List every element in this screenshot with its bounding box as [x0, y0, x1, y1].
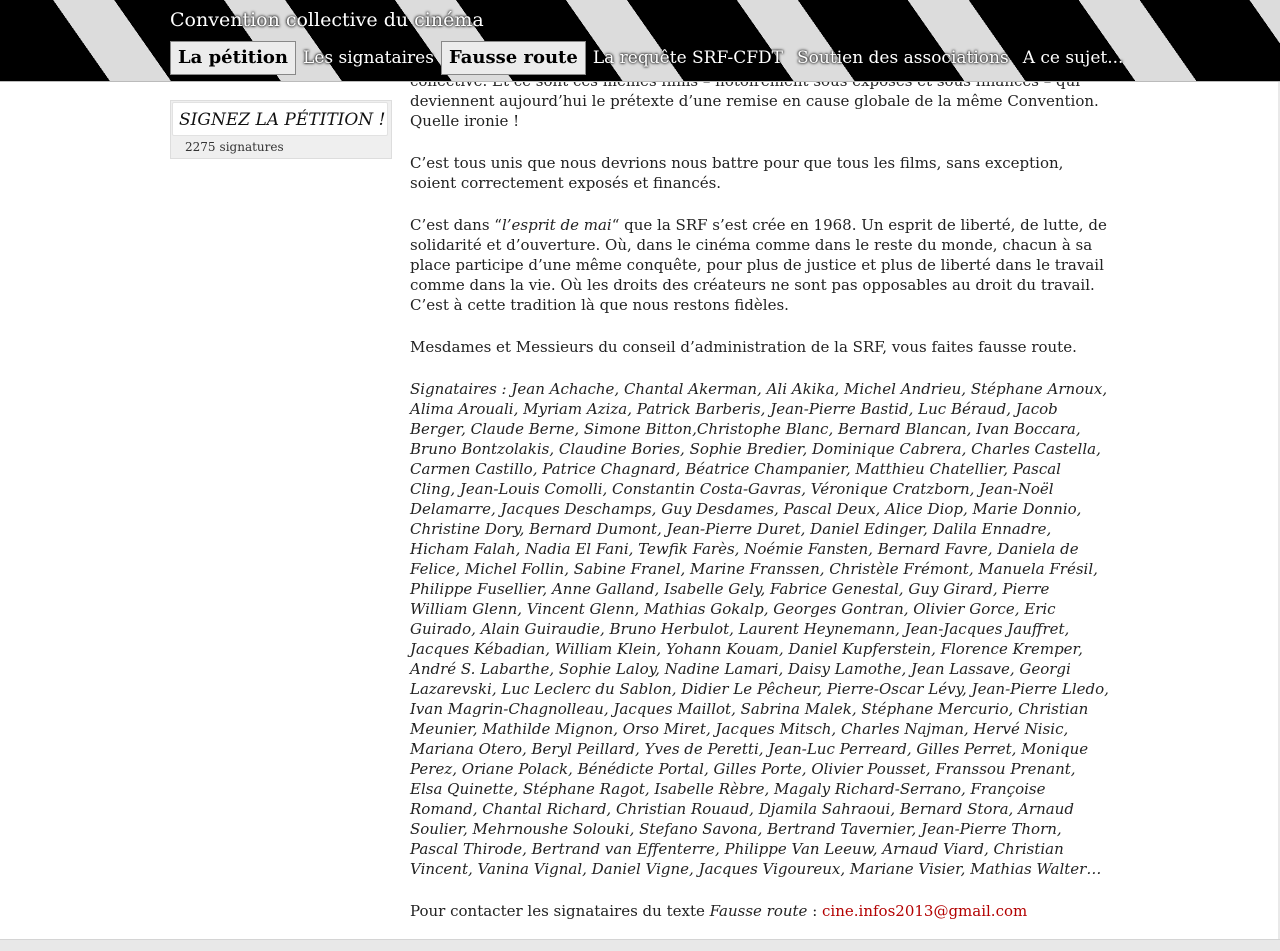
nav-item-petition[interactable]: La pétition	[170, 41, 296, 75]
p3-after: “ que la SRF s’est crée en 1968. Un esprit de liberté, de lutte, de solidarité et d’ouverture. Où, dans le cinéma comme dans le reste du monde, chacun à sa place participe d’une même conquête, pour plus de justice et plus de liberté dans le travail comme dans la vie. Où les droits des créateurs ne sont pas opposables au droit du travail. C’est à cette tradition là que nous restons fidèles.	[410, 216, 1107, 314]
nav-item-requete[interactable]: La requête SRF-CFDT	[592, 48, 784, 68]
contact-before: Pour contacter les signataires du texte	[410, 902, 710, 920]
site-header	[0, 0, 1280, 82]
nav-item-soutien[interactable]: Soutien des associations	[797, 48, 1009, 68]
contact-line	[410, 901, 1110, 921]
signature-unit: signatures	[219, 140, 284, 154]
sign-petition-button[interactable]: SIGNEZ LA PÉTITION !	[172, 102, 388, 136]
sidebar	[170, 100, 392, 159]
signature-counter	[185, 140, 284, 154]
nav-item-fausse-route[interactable]: Fausse route	[441, 41, 586, 75]
signature-count: 2275	[185, 140, 216, 154]
paragraph-unity: C’est tous unis que nous devrions nous battre pour que tous les films, sans exception, soient correctement exposés et financés.	[410, 154, 1064, 192]
contact-sep: :	[807, 902, 823, 920]
contact-italic: Fausse route	[709, 902, 808, 920]
site-title[interactable]: Convention collective du cinéma	[170, 9, 484, 31]
footer	[0, 939, 1280, 951]
nav-item-signataires[interactable]: Les signataires	[303, 48, 434, 68]
signatories-list: Signataires : Jean Achache, Chantal Akerman, Ali Akika, Michel Andrieu, Stéphane Arnoux, Alima Arouali, Myriam Aziza, Patrick Barberis, Jean-Pierre Bastid, Luc Béraud, Jacob Berger, Claude Berne, Simone Bitton,Christophe Blanc, Bernard Blancan, Ivan Boccara, Bruno Bontzolakis, Claudine Bories, Sophie Bredier, Dominique Cabrera, Charles Castella, Carmen Castillo, Patrice Chagnard, Béatrice Champanier, Matthieu Chatellier, Pascal Cling, Jean-Louis Comolli, Constantin Costa-Gavras, Véronique Cratzborn, Jean-Noël Delamarre, Jacques Deschamps, Guy Desdames, Pascal Deux, Alice Diop, Marie Donnio, Christine Dory, Bernard Dumont, Jean-Pierre Duret, Daniel Edinger, Dalila Ennadre, Hicham Falah, Nadia El Fani, Tewfik Farès, Noémie Fansten, Bernard Favre, Daniela de Felice, Michel Follin, Sabine Franel, Marine Franssen, Christèle Frémont, Manuela Frésil, Philippe Fusellier, Anne Galland, Isabelle Gely, Fabrice Genestal, Guy Girard, Pierre William Glenn, Vincent Glenn, Mathias Gokalp, Georges Gontran, Olivier Gorce, Eric Guirado, Alain Guiraudie, Bruno Herbulot, Laurent Heynemann, Jean-Jacques Jauffret, Jacques Kébadian, William Klein, Yohann Kouam, Daniel Kupferstein, Florence Kremper, André S. Labarthe, Sophie Laloy, Nadine Lamari, Daisy Lamothe, Jean Lassave, Georgi Lazarevski, Luc Leclerc du Sablon, Didier Le Pêcheur, Pierre-Oscar Lévy, Jean-Pierre Lledo, Ivan Magrin-Chagnolleau, Jacques Maillot, Sabrina Malek, Stéphane Mercurio, Christian Meunier, Mathilde Mignon, Orso Miret, Jacques Mitsch, Charles Najman, Hervé Nisic, Mariana Otero, Beryl Peillard, Yves de Peretti, Jean-Luc Perreard, Gilles Perret, Monique Perez, Oriane Polack, Bénédicte Portal, Gilles Porte, Olivier Pousset, Franssou Prenant, Elsa Quinette, Stéphane Ragot, Isabelle Rèbre, Magaly Richard-Serrano, Françoise Romand, Chantal Richard, Christian Rouaud, Djamila Sahraoui, Bernard Stora, Arnaud Soulier, Mehrnoushe Solouki, Stefano Savona, Bertrand Tavernier, Jean-Pierre Thorn, Pascal Thirode, Bertrand van Effenterre, Philippe Van Leeuw, Arnaud Viard, Christian Vincent, Vanina Vignal, Daniel Vigne, Jacques Vigoureux, Mariane Visier, Mathias Walter…	[410, 380, 1109, 878]
p3-before: C’est dans “	[410, 216, 502, 234]
main-nav	[170, 41, 1130, 75]
paragraph-fausse-route: Mesdames et Messieurs du conseil d’administration de la SRF, vous faites fausse route.	[410, 338, 1077, 356]
paragraph-irony: deviennent aujourd’hui le prétexte d’une remise en cause globale de la même Convention. Quelle ironie !	[410, 92, 1099, 130]
paragraph-esprit-de-mai	[410, 215, 1110, 315]
p3-italic: l’esprit de mai	[501, 216, 612, 234]
contact-email-link[interactable]: cine.infos2013@gmail.com	[822, 902, 1028, 920]
nav-item-a-ce-sujet[interactable]: A ce sujet...	[1022, 48, 1124, 68]
article-content	[410, 71, 1110, 943]
